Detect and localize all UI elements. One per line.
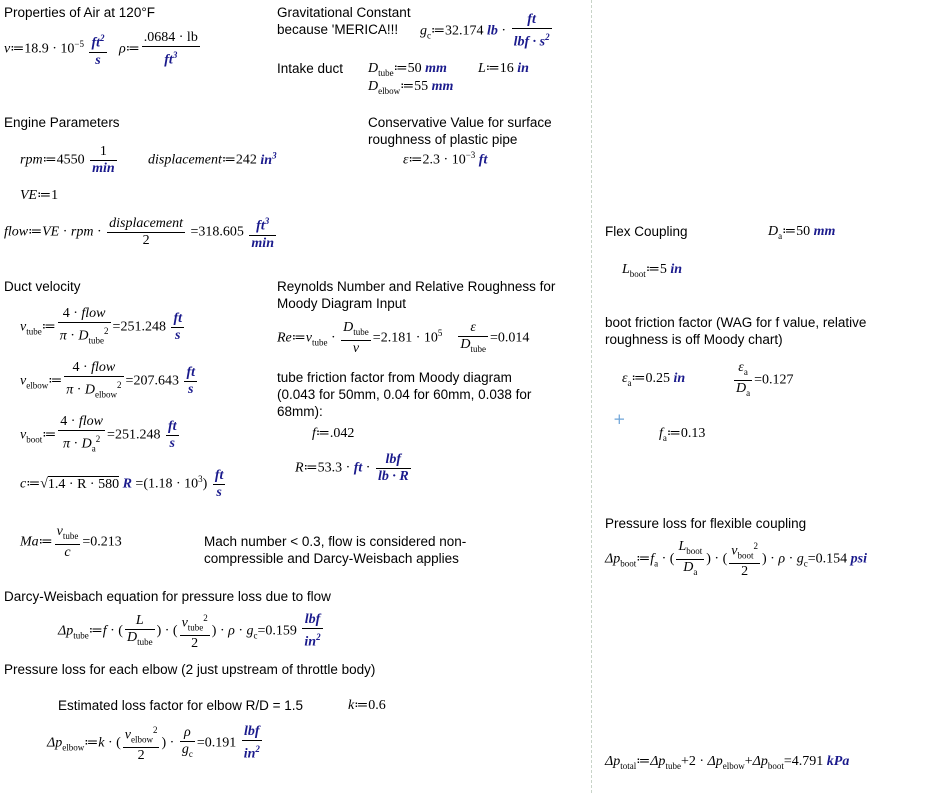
da-definition[interactable]: $D_a≔50$ mm <box>768 224 836 241</box>
eps-a-definition[interactable]: $\varepsilon_a≔0.25$ in <box>622 371 686 388</box>
d-elbow-definition[interactable]: $D_{elbow}≔55$ mm <box>368 79 454 96</box>
roughness-title-line1[interactable]: Conservative Value for surface <box>368 115 552 130</box>
friction-line2[interactable]: (0.043 for 50mm, 0.04 for 60mm, 0.038 for <box>277 387 532 402</box>
boot-rel-roughness[interactable]: $\frac{\varepsilon_a}{D_a}$ =0.127 <box>732 360 794 401</box>
fa-definition[interactable]: $f_a≔0.13$ <box>659 426 706 443</box>
d-tube-definition[interactable]: $D_{tube}≔50$ mm <box>368 61 447 78</box>
k-label[interactable]: Estimated loss factor for elbow R/D = 1.5 <box>58 698 303 713</box>
air-properties-title[interactable]: Properties of Air at 120°F <box>4 5 155 20</box>
darcy-title[interactable]: Darcy-Weisbach equation for pressure loss due to flow <box>4 589 331 604</box>
length-definition[interactable]: L≔16 in <box>478 61 529 76</box>
engine-title[interactable]: Engine Parameters <box>4 115 120 130</box>
reynolds-title-line1[interactable]: Reynolds Number and Relative Roughness for <box>277 279 556 294</box>
c-definition[interactable]: c≔√1.4 · R · 580 $R =(1.18 \cdot 10^3)$ $\frac{ft}{s}$ <box>20 468 224 500</box>
elbow-equation[interactable]: $\Delta p_{elbow}≔k$ · ( $\frac{v_{elbow}^2}{2}$ ) · $\frac{\rho}{g_c}$ =0.191 $\frac{\text{lbf}}{in^2}$ <box>47 723 260 764</box>
epsilon-definition[interactable]: ε≔2.3 · $10^{-3}$ ft <box>403 150 488 168</box>
roughness-title-line2[interactable]: roughness of plastic pipe <box>368 132 518 147</box>
flow-definition[interactable]: flow≔VE · rpm · $\frac{\text{displacement}}{2}$ =318.605 $\frac{ft^3}{\min}$ <box>4 215 274 251</box>
rpm-definition[interactable]: rpm≔4550 $\frac{1}{\min}$ <box>20 144 115 176</box>
intake-label[interactable]: Intake duct <box>277 61 344 76</box>
page-divider <box>591 0 592 793</box>
gc-definition[interactable]: $g_c≔32.174$ lb · $\frac{ft}{lbf \cdot s^2}$ <box>420 12 550 50</box>
f-definition[interactable]: f≔.042 <box>312 426 355 441</box>
gravity-title-line2[interactable]: because 'MERICA!!! <box>277 22 399 37</box>
ve-definition[interactable]: VE≔1 <box>20 188 59 203</box>
mach-note-line1[interactable]: Mach number < 0.3, flow is considered non- <box>204 534 467 549</box>
k-definition[interactable]: k≔0.6 <box>348 698 386 713</box>
elbow-title[interactable]: Pressure loss for each elbow (2 just upstream of throttle body) <box>4 662 376 677</box>
boot-loss-equation[interactable]: $\Delta p_{boot}≔f_a$ · ( $\frac{L_{boot}}{D_a}$ ) · ( $\frac{v_{boot}^2}{2}$ ) · $\rho \cdot g_c=0.154$ psi <box>605 538 867 580</box>
boot-friction-line1[interactable]: boot friction factor (WAG for f value, relative <box>605 315 867 330</box>
nu-definition[interactable]: ν≔18.9 · $10^{-5}$ $\frac{ft^2}{s}$ ρ≔ $\frac{.0684 \cdot lb}{ft^3}$ <box>4 30 198 68</box>
mach-definition[interactable]: Ma≔ $\frac{v_{tube}}{c}$ =0.213 <box>20 524 122 560</box>
friction-line1[interactable]: tube friction factor from Moody diagram <box>277 370 512 385</box>
lboot-definition[interactable]: $L_{boot}≔5$ in <box>622 262 682 279</box>
displacement-definition[interactable]: displacement≔242 $in^3$ <box>148 150 277 168</box>
friction-line3[interactable]: 68mm): <box>277 404 323 419</box>
gravity-title-line1[interactable]: Gravitational Constant <box>277 5 411 20</box>
boot-loss-title[interactable]: Pressure loss for flexible coupling <box>605 516 807 531</box>
flex-title[interactable]: Flex Coupling <box>605 224 688 239</box>
v-elbow-definition[interactable]: $v_{elbow}≔$ $\frac{\text{4 · flow}}{\pi \cdot D_{elbow}^2}$ =207.643 $\frac{ft}{s}$ <box>20 360 199 402</box>
duct-velocity-title[interactable]: Duct velocity <box>4 279 81 294</box>
r-definition[interactable]: R≔53.3 · ft · $\frac{\text{lbf}}{lb \cdot R}$ <box>295 452 409 484</box>
total-loss-equation[interactable]: $\Delta p_{total}≔\Delta p_{tube}+2 \cdot \Delta p_{elbow}+\Delta p_{boot}=4.791$ kPa <box>605 754 850 771</box>
reynolds-definition[interactable]: $Re≔v_{tube}$ · $\frac{D_{tube}}{\nu}$ $=2.181 \cdot 10^5$ $\frac{\varepsilon}{D_{tube}}$ =0.014 <box>277 320 530 356</box>
boot-friction-line2[interactable]: roughness is off Moody chart) <box>605 332 783 347</box>
crosshair-plus-icon: + <box>613 410 626 428</box>
darcy-equation[interactable]: $\Delta p_{tube}≔f$ · ( $\frac{L}{D_{tube}}$ ) · ( $\frac{v_{tube}^2}{2}$ ) · $\rho \cdot g_c=0.159$ $\frac{\text{lbf}}{in^2}$ <box>58 611 321 652</box>
reynolds-title-line2[interactable]: Moody Diagram Input <box>277 296 407 311</box>
v-tube-definition[interactable]: $v_{tube}≔$ $\frac{\text{4 · flow}}{\pi \cdot D_{tube}^2}$ =251.248 $\frac{ft}{s}$ <box>20 306 186 348</box>
v-boot-definition[interactable]: $v_{boot}≔$ $\frac{\text{4 · flow}}{\pi \cdot D_a^2}$ =251.248 $\frac{ft}{s}$ <box>20 414 181 456</box>
mach-note-line2[interactable]: compressible and Darcy-Weisbach applies <box>204 551 459 566</box>
